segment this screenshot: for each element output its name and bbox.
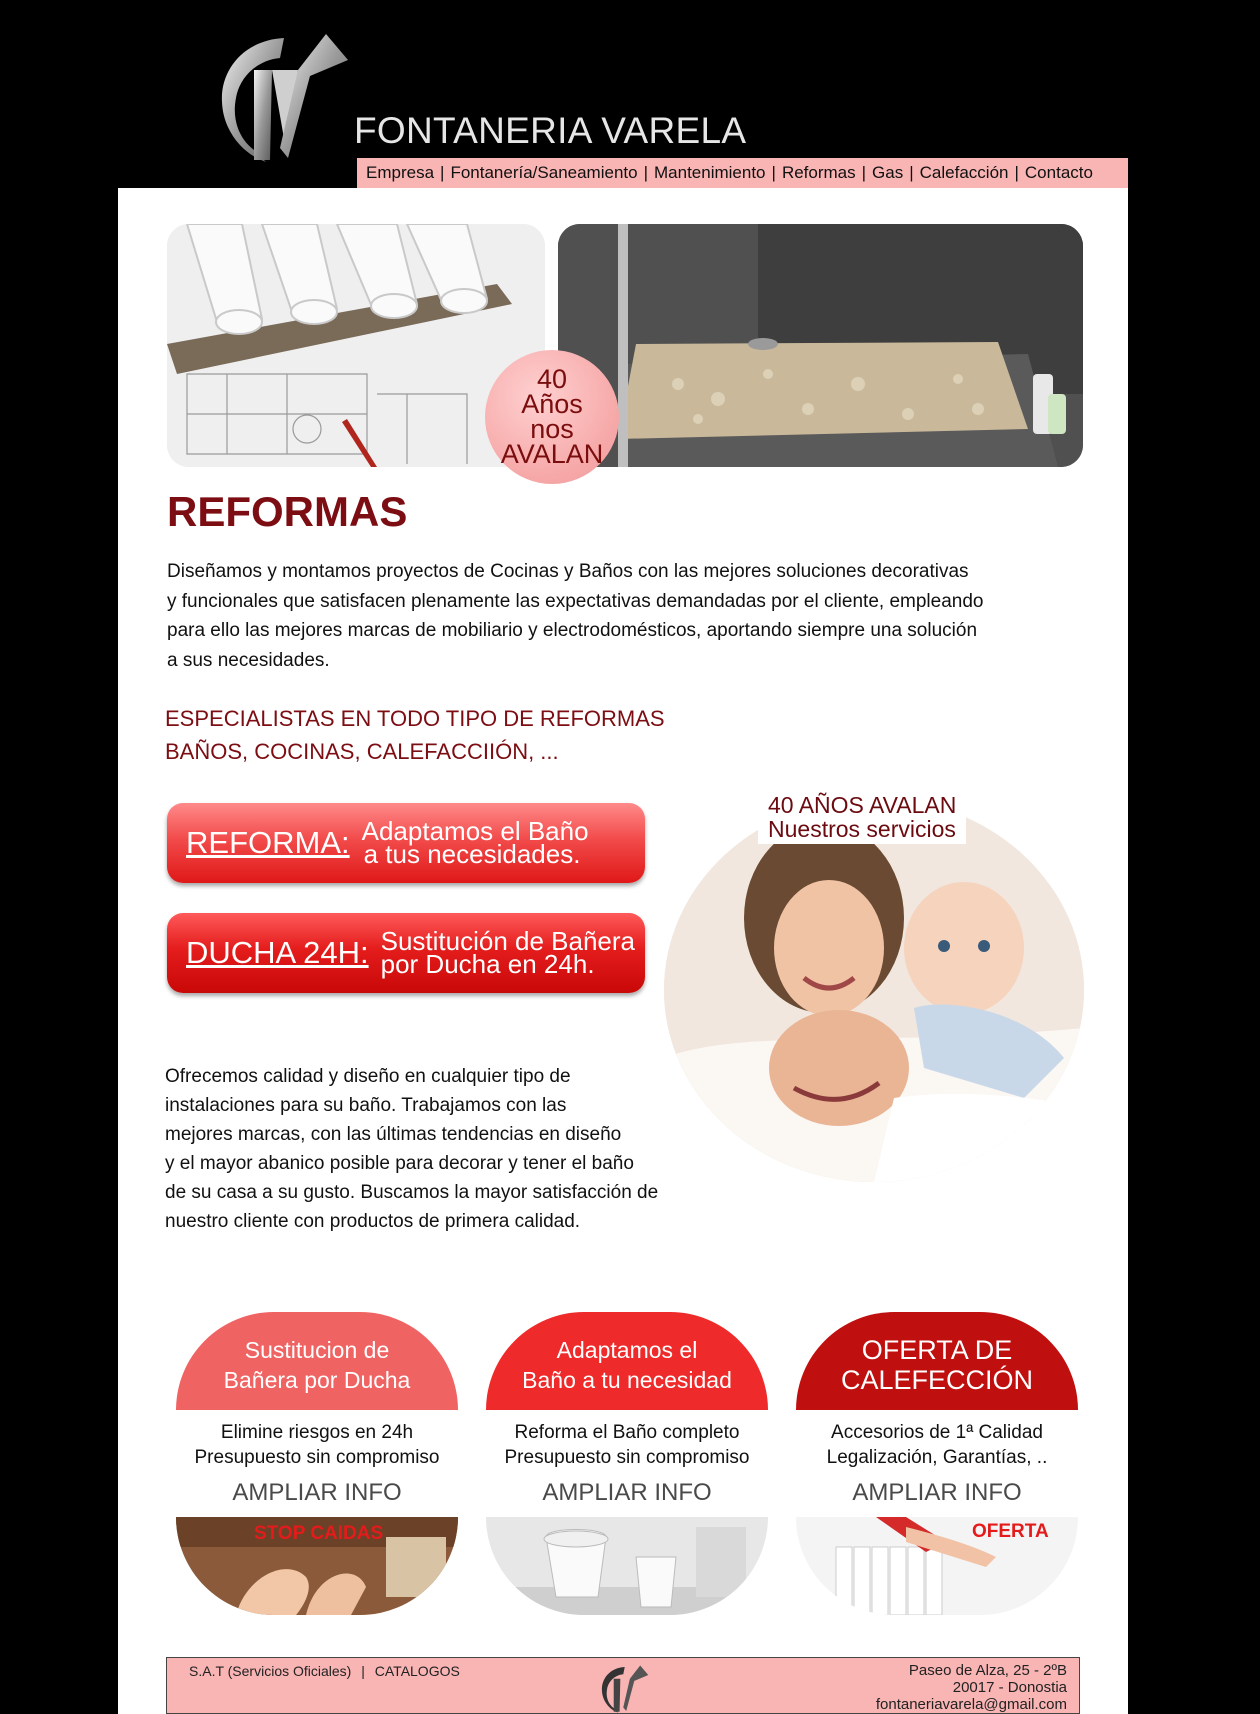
ampliar-info-link[interactable]: AMPLIAR INFO <box>542 1479 712 1506</box>
footer-address <box>876 1662 1067 1713</box>
intro-line: y funcionales que satisfacen plenamente las expectativas demandadas por el cliente, empleando <box>167 590 984 612</box>
email-link[interactable]: fontaneriavarela@gmail.com <box>875 1696 1067 1713</box>
cta-keyword: REFORMA: <box>186 825 350 860</box>
offer-cap-line: CALEFECCIÓN <box>840 1365 1034 1395</box>
cta-line: a tus necesidades. <box>363 839 581 869</box>
body-line: Ofrecemos calidad y diseño en cualquier tipo de <box>165 1066 571 1087</box>
badge-line: 40 <box>536 364 568 394</box>
offer-cap-line: Sustitucion de <box>244 1337 390 1363</box>
offer-tag: OFERTA <box>972 1521 1049 1542</box>
ducha-24h-button[interactable] <box>167 913 645 993</box>
cta-keyword: DUCHA 24H: <box>186 935 369 970</box>
cta-description <box>361 816 589 869</box>
body-line: mejores marcas, con las últimas tendencias en diseño <box>165 1124 622 1145</box>
offer-line: Presupuesto sin compromiso <box>504 1447 750 1468</box>
page-title: REFORMAS <box>167 488 408 535</box>
family-photo <box>664 798 1084 1182</box>
nav-item-reformas[interactable]: Reformas <box>781 163 856 182</box>
offer-line: Reforma el Baño completo <box>514 1422 740 1443</box>
offer-image-bathroom <box>486 1517 768 1615</box>
hero-image-shower <box>558 224 1083 467</box>
family-label-line: 40 AÑOS AVALAN <box>768 792 957 818</box>
spec-line: ESPECIALISTAS EN TODO TIPO DE REFORMAS <box>165 706 665 731</box>
offer-cap-line: Adaptamos el <box>556 1337 698 1363</box>
nav-item-empresa[interactable]: Empresa <box>366 163 435 182</box>
nav-item-calefaccion[interactable]: Calefacción <box>919 163 1009 182</box>
address-line: Paseo de Alza, 25 - 2ºB <box>908 1662 1067 1679</box>
footer-logo <box>599 1664 649 1714</box>
offer-cap <box>176 1312 458 1410</box>
intro-line: Diseñamos y montamos proyectos de Cocinas y Baños con las mejores soluciones decorativas <box>167 561 969 582</box>
intro-line: a sus necesidades. <box>167 649 330 671</box>
company-logo[interactable] <box>214 30 350 166</box>
nav-item-fontaneria[interactable]: Fontanería/Saneamiento <box>450 163 638 182</box>
badge-line: nos <box>530 414 574 444</box>
sat-link[interactable]: S.A.T (Servicios Oficiales) <box>189 1663 352 1679</box>
cta-line: por Ducha en 24h. <box>380 949 595 979</box>
badge-line: Años <box>521 389 583 419</box>
ampliar-info-link[interactable]: AMPLIAR INFO <box>232 1479 402 1506</box>
footer-links <box>189 1663 460 1679</box>
intro-line: para ello las mejores marcas de mobiliario y electrodomésticos, aportando siempre una solución <box>167 620 978 641</box>
offer-cap <box>796 1312 1078 1410</box>
offer-details <box>176 1420 458 1470</box>
nav-separator: | <box>440 163 445 182</box>
offer-image-radiator <box>796 1517 1078 1615</box>
offer-tag: STOP CAIDAS <box>254 1523 384 1544</box>
offer-image-feet <box>176 1517 458 1615</box>
nav-item-mantenimiento[interactable]: Mantenimiento <box>654 163 766 182</box>
cta-line: Sustitución de Bañera <box>380 926 635 956</box>
offer-card-ducha[interactable] <box>176 1312 458 1612</box>
nav-separator: | <box>861 163 867 182</box>
catalogos-link[interactable]: CATALOGOS <box>374 1663 460 1679</box>
nav-separator: | <box>643 163 648 182</box>
offer-line: Legalización, Garantías, .. <box>826 1447 1048 1468</box>
nav-item-contacto[interactable]: Contacto <box>1024 163 1093 182</box>
offer-card-bano[interactable] <box>486 1312 768 1612</box>
offer-cap-line: OFERTA DE <box>861 1335 1013 1365</box>
footer <box>166 1657 1080 1714</box>
body-line: instalaciones para su baño. Trabajamos con las <box>165 1095 567 1116</box>
main-nav <box>357 158 1128 188</box>
body-line: y el mayor abanico posible para decorar y tener el baño <box>165 1153 634 1174</box>
reforma-button[interactable] <box>167 803 645 883</box>
family-label-line: Nuestros servicios <box>768 816 956 842</box>
offer-line: Elimine riesgos en 24h <box>220 1422 414 1443</box>
cta-line: Adaptamos el Baño <box>361 816 589 846</box>
spec-line: BAÑOS, COCINAS, CALEFACCIIÓN, ... <box>165 739 559 764</box>
offer-cap-line: Bañera por Ducha <box>223 1367 411 1393</box>
family-label <box>758 790 966 844</box>
nav-separator: | <box>1014 163 1019 182</box>
offer-line: Accesorios de 1ª Calidad <box>831 1422 1043 1443</box>
intro-paragraph <box>167 557 1087 675</box>
offer-cap <box>486 1312 768 1410</box>
offer-line: Presupuesto sin compromiso <box>194 1447 440 1468</box>
brand-name: FONTANERIA VARELA <box>354 110 747 151</box>
badge-line: AVALAN <box>500 439 604 469</box>
offer-details <box>796 1420 1078 1470</box>
years-badge <box>485 350 619 484</box>
specialists-heading <box>165 702 665 768</box>
cta-description <box>380 926 635 979</box>
body-line: nuestro cliente con productos de primera calidad. <box>165 1211 581 1232</box>
offer-card-calefaccion[interactable] <box>796 1312 1078 1612</box>
ampliar-info-link[interactable]: AMPLIAR INFO <box>852 1479 1022 1506</box>
offer-cap-line: Baño a tu necesidad <box>522 1367 732 1393</box>
nav-separator: | <box>771 163 776 182</box>
nav-separator: | <box>909 163 914 182</box>
nav-item-gas[interactable]: Gas <box>872 163 904 182</box>
footer-separator: | <box>361 1663 365 1679</box>
offer-details <box>486 1420 768 1470</box>
body-line: de su casa a su gusto. Buscamos la mayor satisfacción de <box>165 1182 659 1203</box>
address-line: 20017 - Donostia <box>952 1679 1067 1696</box>
services-paragraph <box>165 1062 725 1236</box>
